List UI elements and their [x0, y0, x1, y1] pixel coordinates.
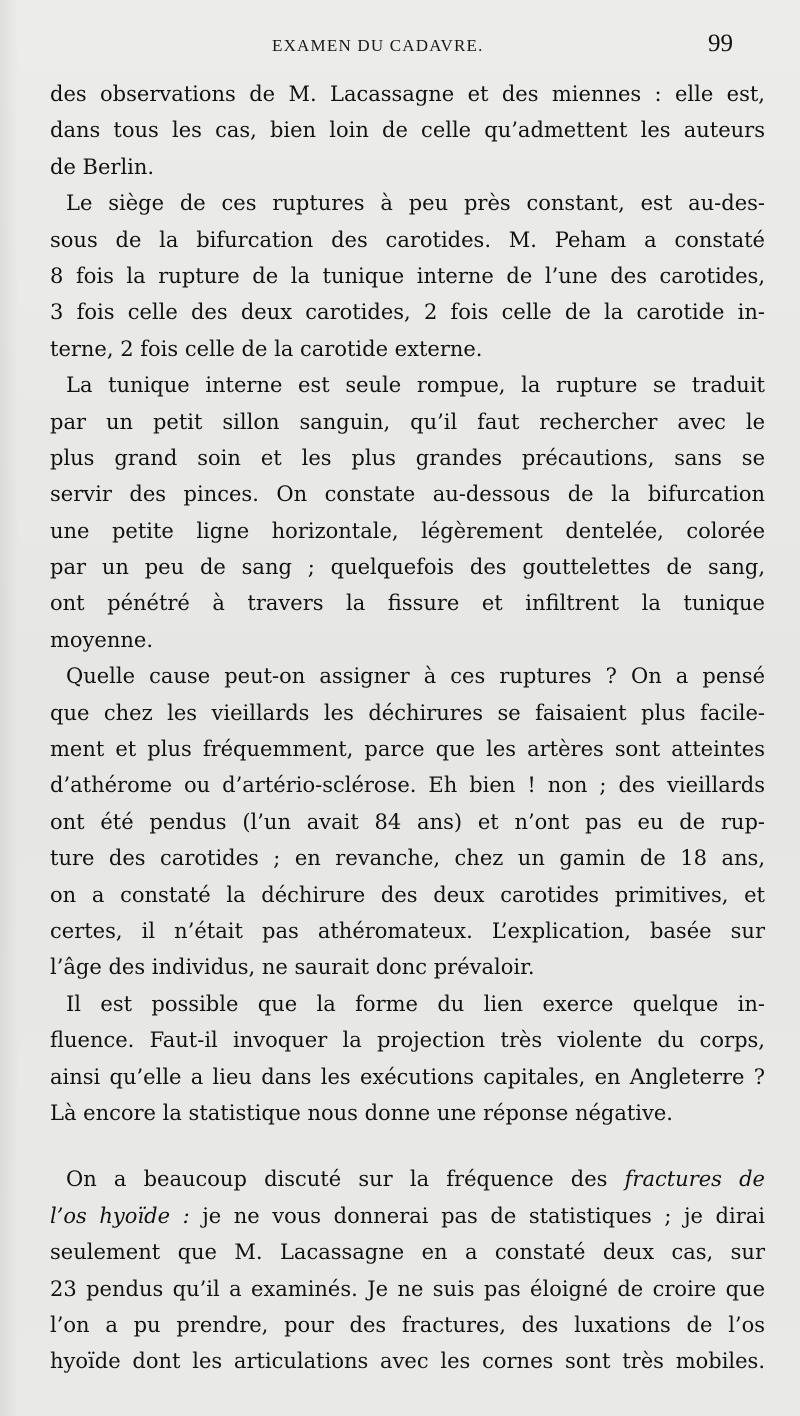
paragraph-5 — [50, 986, 765, 1132]
text-line: par un petit sillon sanguin, qu’il faut rechercher avec le — [50, 409, 765, 434]
italic-term: l’os hyoïde : — [50, 1203, 190, 1228]
paragraph-1 — [50, 76, 765, 185]
body-text — [50, 76, 765, 1380]
text-line — [50, 1161, 765, 1197]
text-line: 8 fois la rupture de la tunique interne de l’une des carotides, — [50, 263, 765, 288]
text-line: dans tous les cas, bien loin de celle qu’admettent les auteurs — [50, 118, 765, 143]
text-line: 23 pendus qu’il a examinés. Je ne suis pas éloigné de croire que — [50, 1276, 765, 1301]
text-line: sous de la bifurcation des carotides. M. Peham a constaté — [50, 227, 765, 252]
text-line: l’âge des individus, ne saurait donc prévaloir. — [50, 955, 535, 980]
text-line: ment et plus fréquemment, parce que les artères sont atteintes — [50, 737, 765, 762]
text-line: terne, 2 fois celle de la carotide externe. — [50, 336, 483, 361]
text-line: 3 fois celle des deux carotides, 2 fois celle de la carotide in- — [50, 300, 765, 325]
text-line: Là encore la statistique nous donne une réponse négative. — [50, 1100, 673, 1125]
text-line: seulement que M. Lacassagne en a constaté deux cas, sur — [50, 1240, 765, 1265]
text-line: plus grand soin et les plus grandes précautions, sans se — [50, 445, 765, 470]
text-line: par un peu de sang ; quelquefois des gouttelettes de sang, — [50, 555, 765, 580]
text-line: fluence. Faut-il invoquer la projection très violente du corps, — [50, 1028, 765, 1053]
text-line: ont été pendus (l’un avait 84 ans) et n’ont pas eu de rup- — [50, 809, 765, 834]
text-line: Il est possible que la forme du lien exerce quelque in- — [66, 991, 765, 1016]
text-line: que chez les vieillards les déchirures se faisaient plus facile- — [50, 700, 765, 725]
text-line: Le siège de ces ruptures à peu près constant, est au-des- — [66, 191, 765, 216]
text-line: hyoïde dont les articulations avec les cornes sont très mobiles. — [50, 1349, 765, 1374]
text-line: ont pénétré à travers la fissure et infiltrent la tunique — [50, 591, 765, 616]
text-line: Quelle cause peut-on assigner à ces ruptures ? On a pensé — [66, 664, 765, 689]
running-head: EXAMEN DU CADAVRE. — [272, 36, 484, 55]
text-line: des observations de M. Lacassagne et des miennes : elle est, — [50, 82, 765, 106]
italic-term: fractures de — [624, 1167, 765, 1192]
page-edge-shadow — [0, 0, 18, 1416]
text-line: servir des pinces. On constate au-dessous de la bifurcation — [50, 482, 765, 507]
text-line: de Berlin. — [50, 154, 155, 179]
text-line: l’on a pu prendre, pour des fractures, des luxations de l’os — [50, 1312, 765, 1337]
paragraph-6 — [50, 1161, 765, 1379]
text-line: une petite ligne horizontale, légèrement dentelée, colorée — [50, 518, 765, 543]
text-line: on a constaté la déchirure des deux carotides primitives, et — [50, 882, 765, 907]
text-line-part: je ne vous donnerai pas de statistiques ; je dirai — [202, 1203, 765, 1228]
text-line: ture des carotides ; en revanche, chez un gamin de 18 ans, — [50, 846, 765, 871]
text-line: moyenne. — [50, 627, 154, 652]
text-line: d’athérome ou d’artério-sclérose. Eh bien ! non ; des vieillards — [50, 773, 765, 798]
section-gap — [50, 1131, 765, 1161]
text-line: certes, il n’était pas athéromateux. L’explication, basée sur — [50, 918, 765, 943]
text-line-part: On a beaucoup discuté sur la fréquence des — [66, 1167, 625, 1192]
page-header — [0, 30, 800, 66]
page-number: 99 — [708, 30, 733, 57]
text-line: La tunique interne est seule rompue, la rupture se traduit — [66, 373, 765, 398]
paragraph-3 — [50, 367, 765, 658]
paragraph-4 — [50, 658, 765, 986]
text-line: ainsi qu’elle a lieu dans les exécutions capitales, en Angleterre ? — [50, 1064, 765, 1089]
paragraph-2 — [50, 185, 765, 367]
text-line — [50, 1198, 765, 1234]
